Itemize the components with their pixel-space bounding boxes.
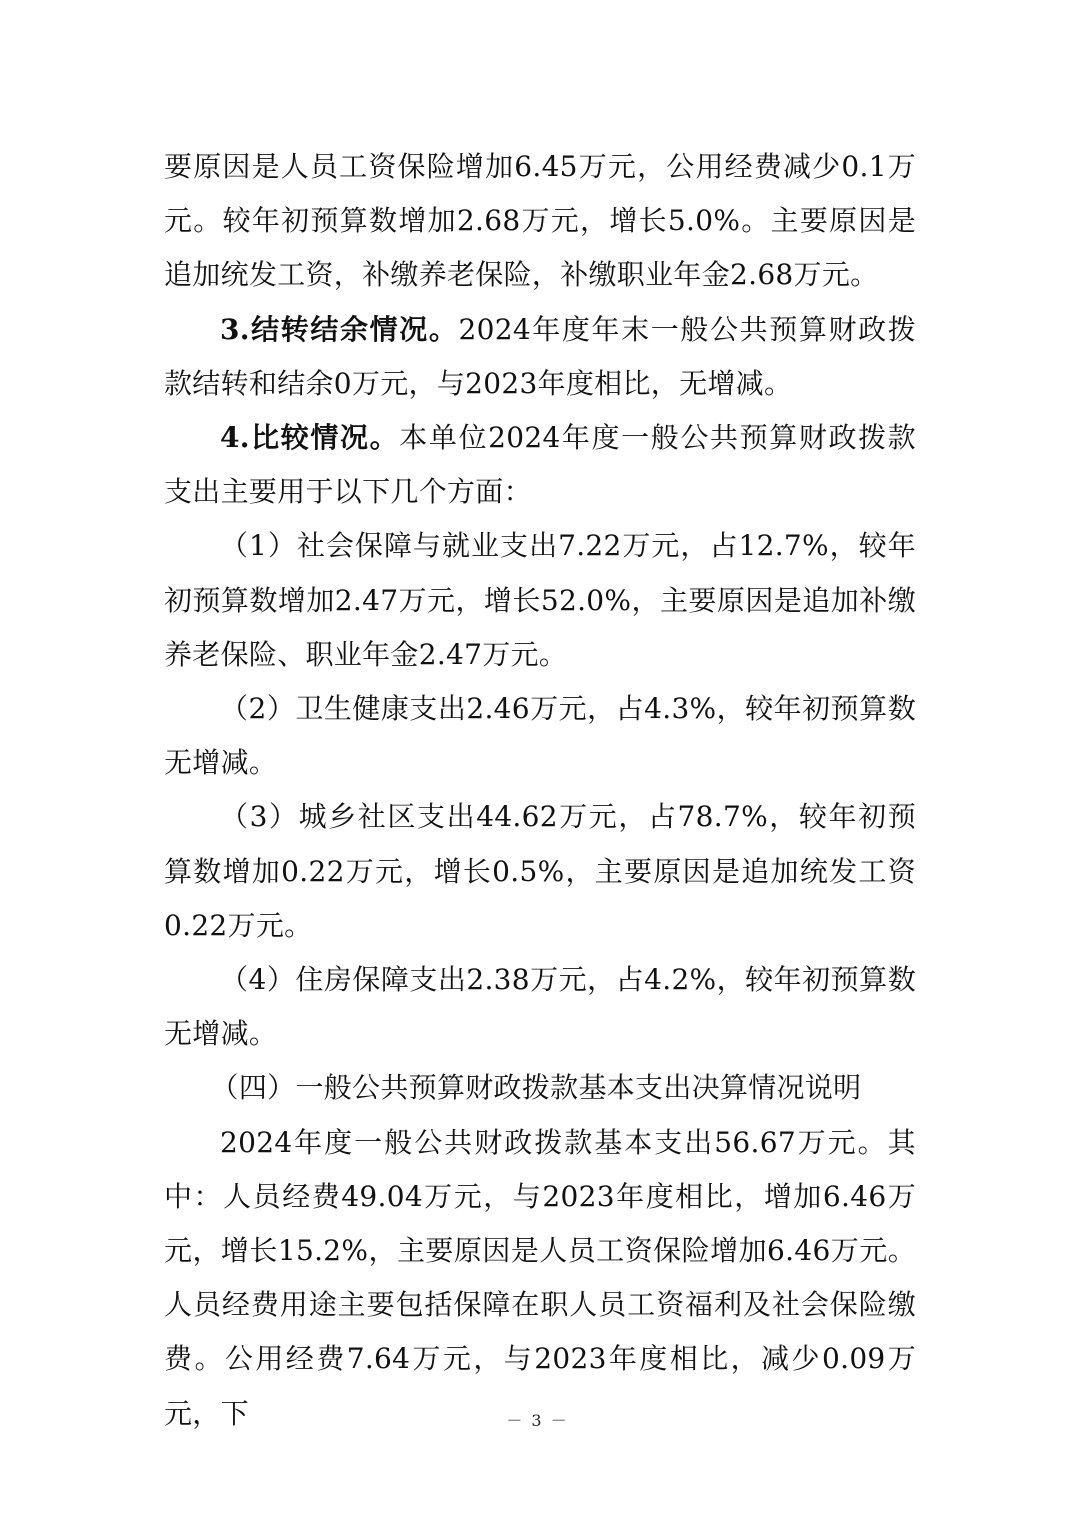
paragraph-text: （2）卫生健康支出2.46万元，占4.3%，较年初预算数无增减。 [164, 692, 916, 780]
section-heading: 4.比较情况。 [220, 421, 400, 455]
list-item-social-security [164, 519, 916, 682]
paragraph-comparison [164, 411, 916, 519]
section-heading: （四）一般公共预算财政拨款基本支出决算情况说明 [210, 1071, 862, 1105]
paragraph-continuation [164, 140, 916, 303]
list-item-health [164, 682, 916, 790]
list-item-urban-rural [164, 790, 916, 953]
page-number: － 3 － [506, 1411, 569, 1430]
paragraph-carryover-balance [164, 303, 916, 411]
paragraph-text: 本单位2024年度一般公共预算财政拨款支出主要用于以下几个方面： [164, 421, 916, 509]
list-item-housing [164, 953, 916, 1061]
paragraph-text: （4）住房保障支出2.38万元，占4.2%，较年初预算数无增减。 [164, 963, 916, 1051]
paragraph-text: 2024年度一般公共财政拨款基本支出56.67万元。其中：人员经费49.04万元，与2023年度相比，增加6.46万元，增长15.2%，主要原因是人员工资保险增加6.46万元。人员经费用途主要包括保障在职人员工资福利及社会保险缴费。公用经费7.64万元，与2023年度相比，减少0.09万元，下 [164, 1125, 916, 1430]
paragraph-text: （1）社会保障与就业支出7.22万元，占12.7%，较年初预算数增加2.47万元，增长52.0%，主要原因是追加补缴养老保险、职业年金2.47万元。 [164, 529, 916, 671]
paragraph-basic-expenditure [164, 1116, 916, 1441]
document-body [164, 140, 916, 1441]
paragraph-text: 要原因是人员工资保险增加6.45万元，公用经费减少0.1万元。较年初预算数增加2.68万元，增长5.0%。主要原因是追加统发工资，补缴养老保险，补缴职业年金2.68万元。 [164, 150, 916, 292]
section-heading: 3.结转结余情况。 [220, 312, 459, 346]
section-heading-basic-expenditure [164, 1061, 916, 1115]
paragraph-text: （3）城乡社区支出44.62万元，占78.7%，较年初预算数增加0.22万元，增长0.5%，主要原因是追加统发工资0.22万元。 [164, 800, 916, 942]
paragraph-text: 2024年度年末一般公共预算财政拨款结转和结余0万元，与2023年度相比，无增减。 [164, 312, 917, 400]
